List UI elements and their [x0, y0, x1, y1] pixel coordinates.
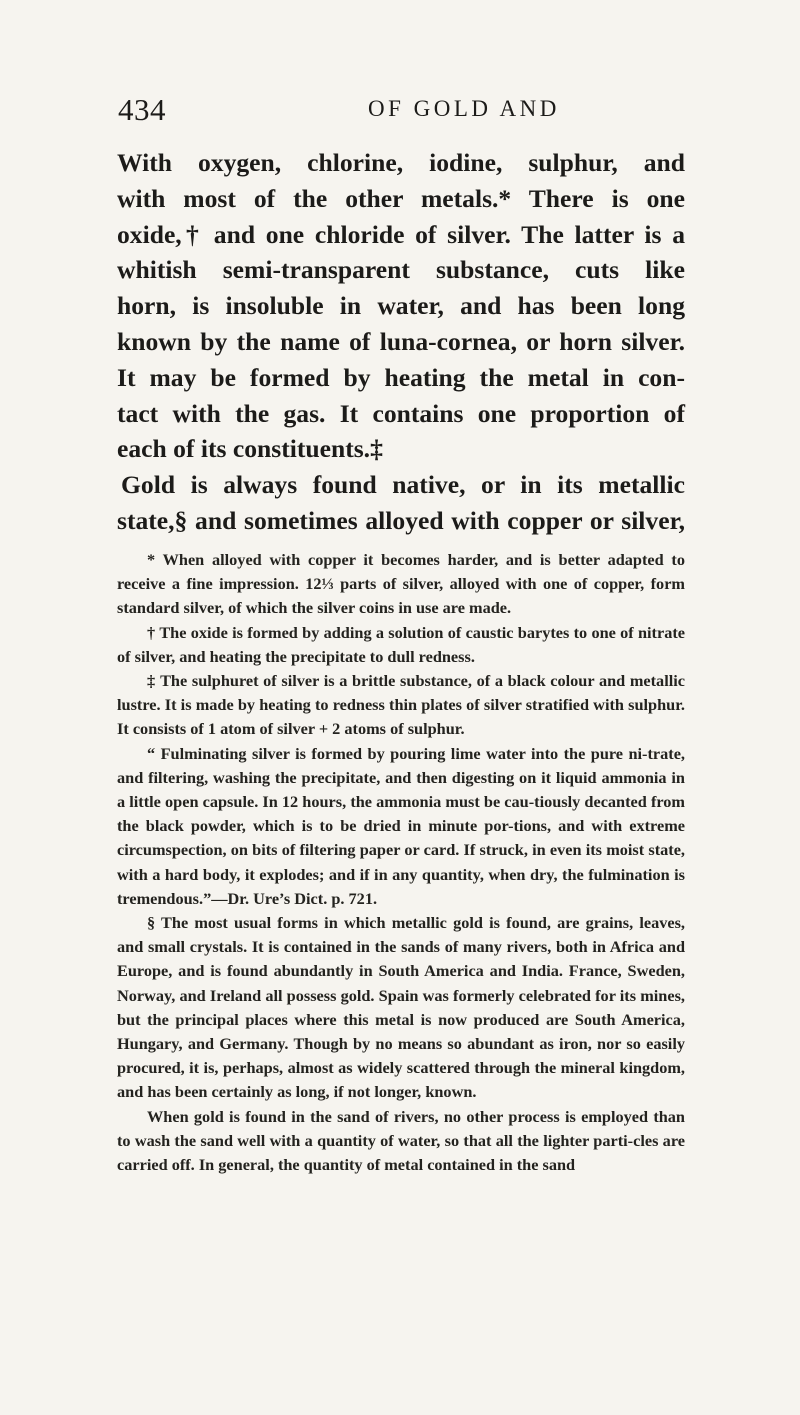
footnote-dagger: † The oxide is formed by adding a solution of caustic barytes to one of nitrate of silver, and heating the precipitate to dull redness. — [117, 622, 685, 666]
footnote-star: * When alloyed with copper it becomes harder, and is better adapted to receive a fine impression. 12⅓ parts of silver, alloyed with one of copper, form standard silver, of which the silver coins in use are made. — [117, 550, 685, 618]
main-line: Gold is always found native, or in its metallic — [121, 470, 685, 500]
main-line: horn, is insoluble in water, and has been long — [117, 291, 685, 321]
main-line: With oxygen, chlorine, iodine, sulphur, and — [117, 148, 685, 177]
main-line: tact with the gas. It contains one proportion of — [117, 398, 685, 428]
main-line: with most of the other metals.* There is one — [117, 183, 685, 213]
main-line: whitish semi-transparent substance, cuts like — [117, 255, 685, 285]
main-line: It may be formed by heating the metal in con- — [117, 362, 685, 392]
page-header — [118, 92, 682, 126]
running-head: OF GOLD AND — [368, 96, 560, 121]
page-number: 434 — [118, 92, 166, 127]
main-text — [117, 145, 685, 539]
main-line: oxide,† and one chloride of silver. The latter is a — [117, 219, 685, 249]
footnote-section: § The most usual forms in which metallic gold is found, are grains, leaves, and small crystals. It is contained in the sands of many rivers, both in Africa and Europe, and is found abundantly in South America and India. France, Sweden, Norway, and Ireland all possess gold. Spain was formerly celebrated for its mines, but the principal places where this metal is now produced are South America, Hungary, and Germany. Though by no means so abundant as iron, nor so easily procured, it is, perhaps, almost as widely scattered through the mineral kingdom, and has been certainly as long, if not longer, known. — [117, 913, 685, 1102]
footnote-fulminating-silver: “ Fulminating silver is formed by pouring lime water into the pure ni-trate, and filtering, washing the precipitate, and then digesting on it liquid ammonia in a little open capsule. In 12 hours, the ammonia must be cau-tiously decanted from the black powder, which is to be dried in minute por-tions, and with extreme circumspection, on bits of filtering paper or card. If struck, in even its moist state, with a hard body, it explodes; and if in any quantity, when dry, the fulmination is tremendous.”—Dr. Ure’s Dict. p. 721. — [117, 743, 685, 908]
footnotes — [117, 548, 685, 1177]
main-line: state,§ and sometimes alloyed with copper or silver, — [117, 505, 685, 535]
footnote-continuation: When gold is found in the sand of rivers, no other process is employed than to wash the sand well with a quantity of water, so that all the lighter parti-cles are carried off. In general, the quantity of metal contained in the sand — [117, 1106, 685, 1175]
footnote-double-dagger: ‡ The sulphuret of silver is a brittle substance, of a black colour and metallic lustre. It is made by heating to redness thin plates of silver stratified with sulphur. It consists of 1 atom of silver + 2 atoms of sulphur. — [117, 671, 685, 739]
main-line: known by the name of luna-cornea, or horn silver. — [117, 326, 685, 356]
main-line: each of its constituents.‡ — [117, 434, 383, 464]
